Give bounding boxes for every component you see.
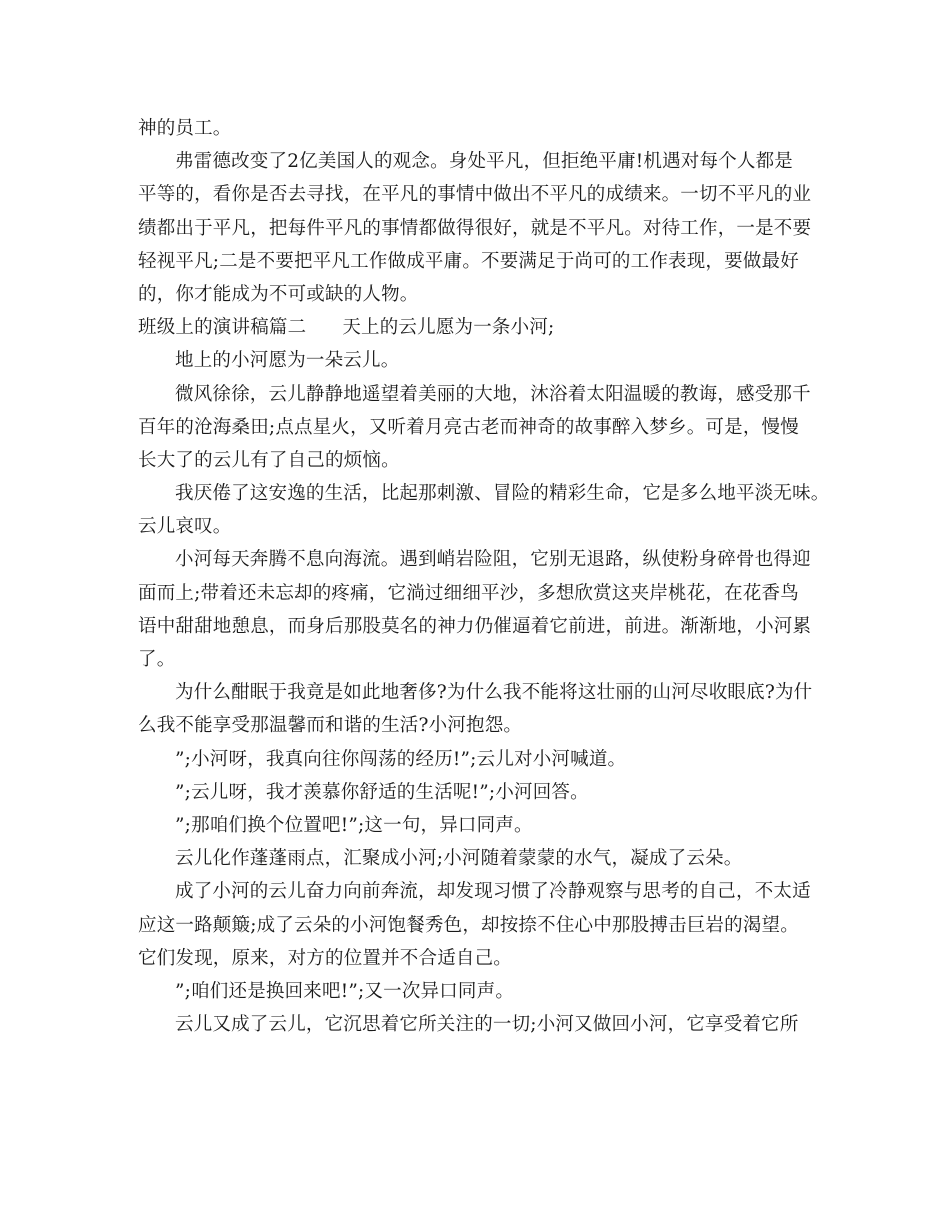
text-line: 平等的，看你是否去寻找，在平凡的事情中做出不平凡的成绩来。一切不平凡的业	[138, 184, 812, 206]
text-line: 神的员工。	[138, 118, 232, 139]
text-line: 为什么酣眠于我竟是如此地奢侈?为什么我不能将这壮丽的山河尽收眼底?为什	[175, 682, 813, 704]
text-line: 么我不能享受那温馨而和谐的生活?小河抱怨。	[138, 715, 523, 737]
text-line: 云儿又成了云儿，它沉思着它所关注的一切;小河又做回小河，它享受着它所	[175, 1014, 799, 1036]
text-line: ”;那咱们换个位置吧!”;这一句，异口同声。	[175, 814, 533, 836]
text-line: 地上的小河愿为一朵云儿。	[175, 350, 400, 372]
text-line: 应这一路颠簸;成了云朵的小河饱餐秀色，却按捺不住心中那股搏击巨岩的渴望。	[138, 914, 799, 936]
section-heading: 班级上的演讲稿篇二	[138, 317, 307, 339]
text-line: 轻视平凡;二是不要把平凡工作做成平庸。不要满足于尚可的工作表现，要做最好	[138, 250, 799, 272]
text-line: 长大了的云儿有了自己的烦恼。	[138, 449, 400, 471]
text-line: ”;小河呀，我真向往你闯荡的经历!”;云儿对小河喊道。	[175, 748, 627, 770]
text-line: 云儿哀叹。	[138, 516, 232, 538]
text-line: ”;云儿呀，我才羡慕你舒适的生活呢!”;小河回答。	[175, 781, 589, 803]
text-line: 绩都出于平凡，把每件平凡的事情都做得很好，就是不平凡。对待工作，一是不要	[138, 217, 812, 239]
text-line: 语中甜甜地憩息，而身后那股莫名的神力仍催逼着它前进，前进。渐渐地，小河累	[138, 615, 812, 637]
text-line: 我厌倦了这安逸的生活，比起那刺激、冒险的精彩生命，它是多么地平淡无味。	[175, 483, 830, 505]
document-body	[138, 112, 830, 1041]
text-line: 面而上;带着还未忘却的疼痛，它淌过细细平沙，多想欣赏这夹岸桃花，在花香鸟	[138, 582, 799, 604]
text-line: 百年的沧海桑田;点点星火，又听着月亮古老而神奇的故事醉入梦乡。可是，慢慢	[138, 416, 799, 438]
heading-tail-text: 天上的云儿愿为一条小河;	[342, 317, 555, 339]
text-line: 成了小河的云儿奋力向前奔流，却发现习惯了冷静观察与思考的自己，不太适	[175, 881, 811, 903]
text-line: ”;咱们还是换回来吧!”;又一次异口同声。	[175, 980, 515, 1002]
text-line: 小河每天奔腾不息向海流。遇到峭岩险阻，它别无退路，纵使粉身碎骨也得迎	[175, 549, 811, 571]
section-heading-line	[138, 311, 818, 344]
text-line: 云儿化作蓬蓬雨点，汇聚成小河;小河随着蒙蒙的水气，凝成了云朵。	[175, 848, 743, 870]
text-line: 微风徐徐，云儿静静地遥望着美丽的大地，沐浴着太阳温暖的教诲，感受那千	[175, 383, 811, 405]
text-line: 了。	[138, 649, 176, 670]
text-line: 的，你才能成为不可或缺的人物。	[138, 283, 419, 305]
text-line: 它们发现，原来，对方的位置并不合适自己。	[138, 947, 513, 969]
text-line: 弗雷德改变了2亿美国人的观念。身处平凡，但拒绝平庸!机遇对每个人都是	[175, 151, 794, 173]
